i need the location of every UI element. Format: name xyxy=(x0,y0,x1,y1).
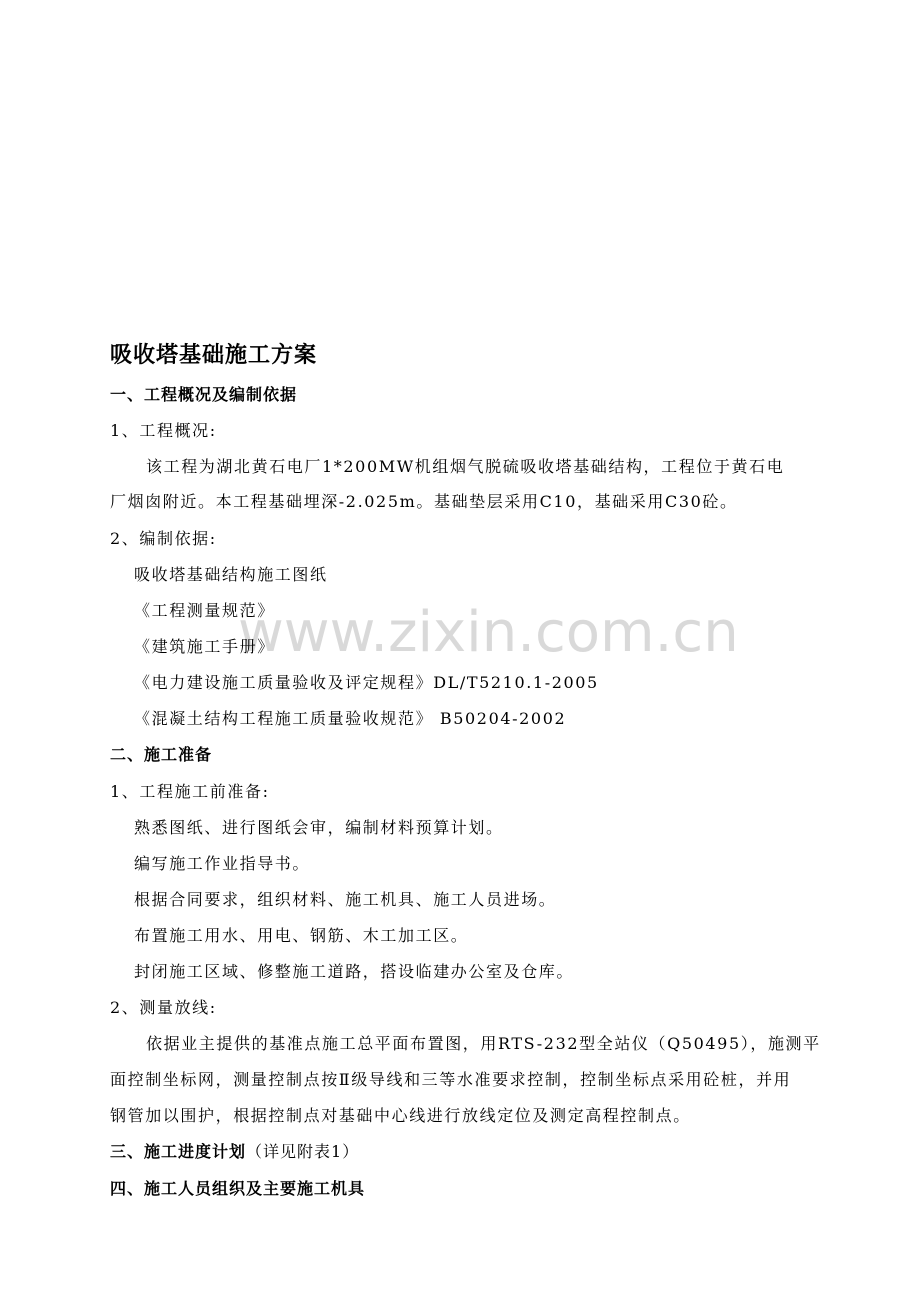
reference-item: 《建筑施工手册》 xyxy=(134,637,275,656)
reference-item: 《混凝土结构工程施工质量验收规范》 B50204-2002 xyxy=(134,709,567,728)
section-2-heading: 二、施工准备 xyxy=(110,745,213,764)
section-3-note: （详见附表1） xyxy=(246,1142,360,1161)
prep-item: 布置施工用水、用电、钢筋、木工加工区。 xyxy=(134,926,469,945)
survey-line-2: 面控制坐标网，测量控制点按Ⅱ级导线和三等水准要求控制，控制坐标点采用砼桩，并用 xyxy=(110,1070,792,1089)
overview-line-1: 该工程为湖北黄石电厂1*200MW机组烟气脱硫吸收塔基础结构，工程位于黄石电 xyxy=(146,457,785,476)
watermark: www.zixin.com.cn xyxy=(238,600,739,665)
section-1-sub-2-heading: 2、编制依据: xyxy=(110,529,217,548)
prep-item: 熟悉图纸、进行图纸会审，编制材料预算计划。 xyxy=(134,818,504,837)
section-2-sub-1-heading: 1、工程施工前准备: xyxy=(110,782,270,801)
section-4-heading: 四、施工人员组织及主要施工机具 xyxy=(110,1179,366,1198)
section-3-row xyxy=(110,1141,830,1163)
reference-item: 吸收塔基础结构施工图纸 xyxy=(134,565,328,584)
section-3-heading: 三、施工进度计划 xyxy=(110,1142,247,1161)
reference-item: 《电力建设施工质量验收及评定规程》DL/T5210.1-2005 xyxy=(134,673,599,692)
section-1-sub-1-heading: 1、工程概况: xyxy=(110,421,217,440)
section-2-sub-2-heading: 2、测量放线: xyxy=(110,998,217,1017)
reference-item: 《工程测量规范》 xyxy=(134,601,275,620)
prep-item: 编写施工作业指导书。 xyxy=(134,854,311,873)
section-1-heading: 一、工程概况及编制依据 xyxy=(110,385,298,404)
survey-line-3: 钢管加以围护，根据控制点对基础中心线进行放线定位及测定高程控制点。 xyxy=(110,1106,691,1125)
document-title: 吸收塔基础施工方案 xyxy=(110,343,318,368)
prep-item: 根据合同要求，组织材料、施工机具、施工人员进场。 xyxy=(134,890,557,909)
prep-item: 封闭施工区域、修整施工道路，搭设临建办公室及仓库。 xyxy=(134,962,575,981)
survey-line-1: 依据业主提供的基准点施工总平面布置图，用RTS-232型全站仪（Q50495），施测平 xyxy=(146,1034,821,1053)
overview-line-2: 厂烟囱附近。本工程基础埋深-2.025m。基础垫层采用C10，基础采用C30砼。 xyxy=(110,492,738,511)
